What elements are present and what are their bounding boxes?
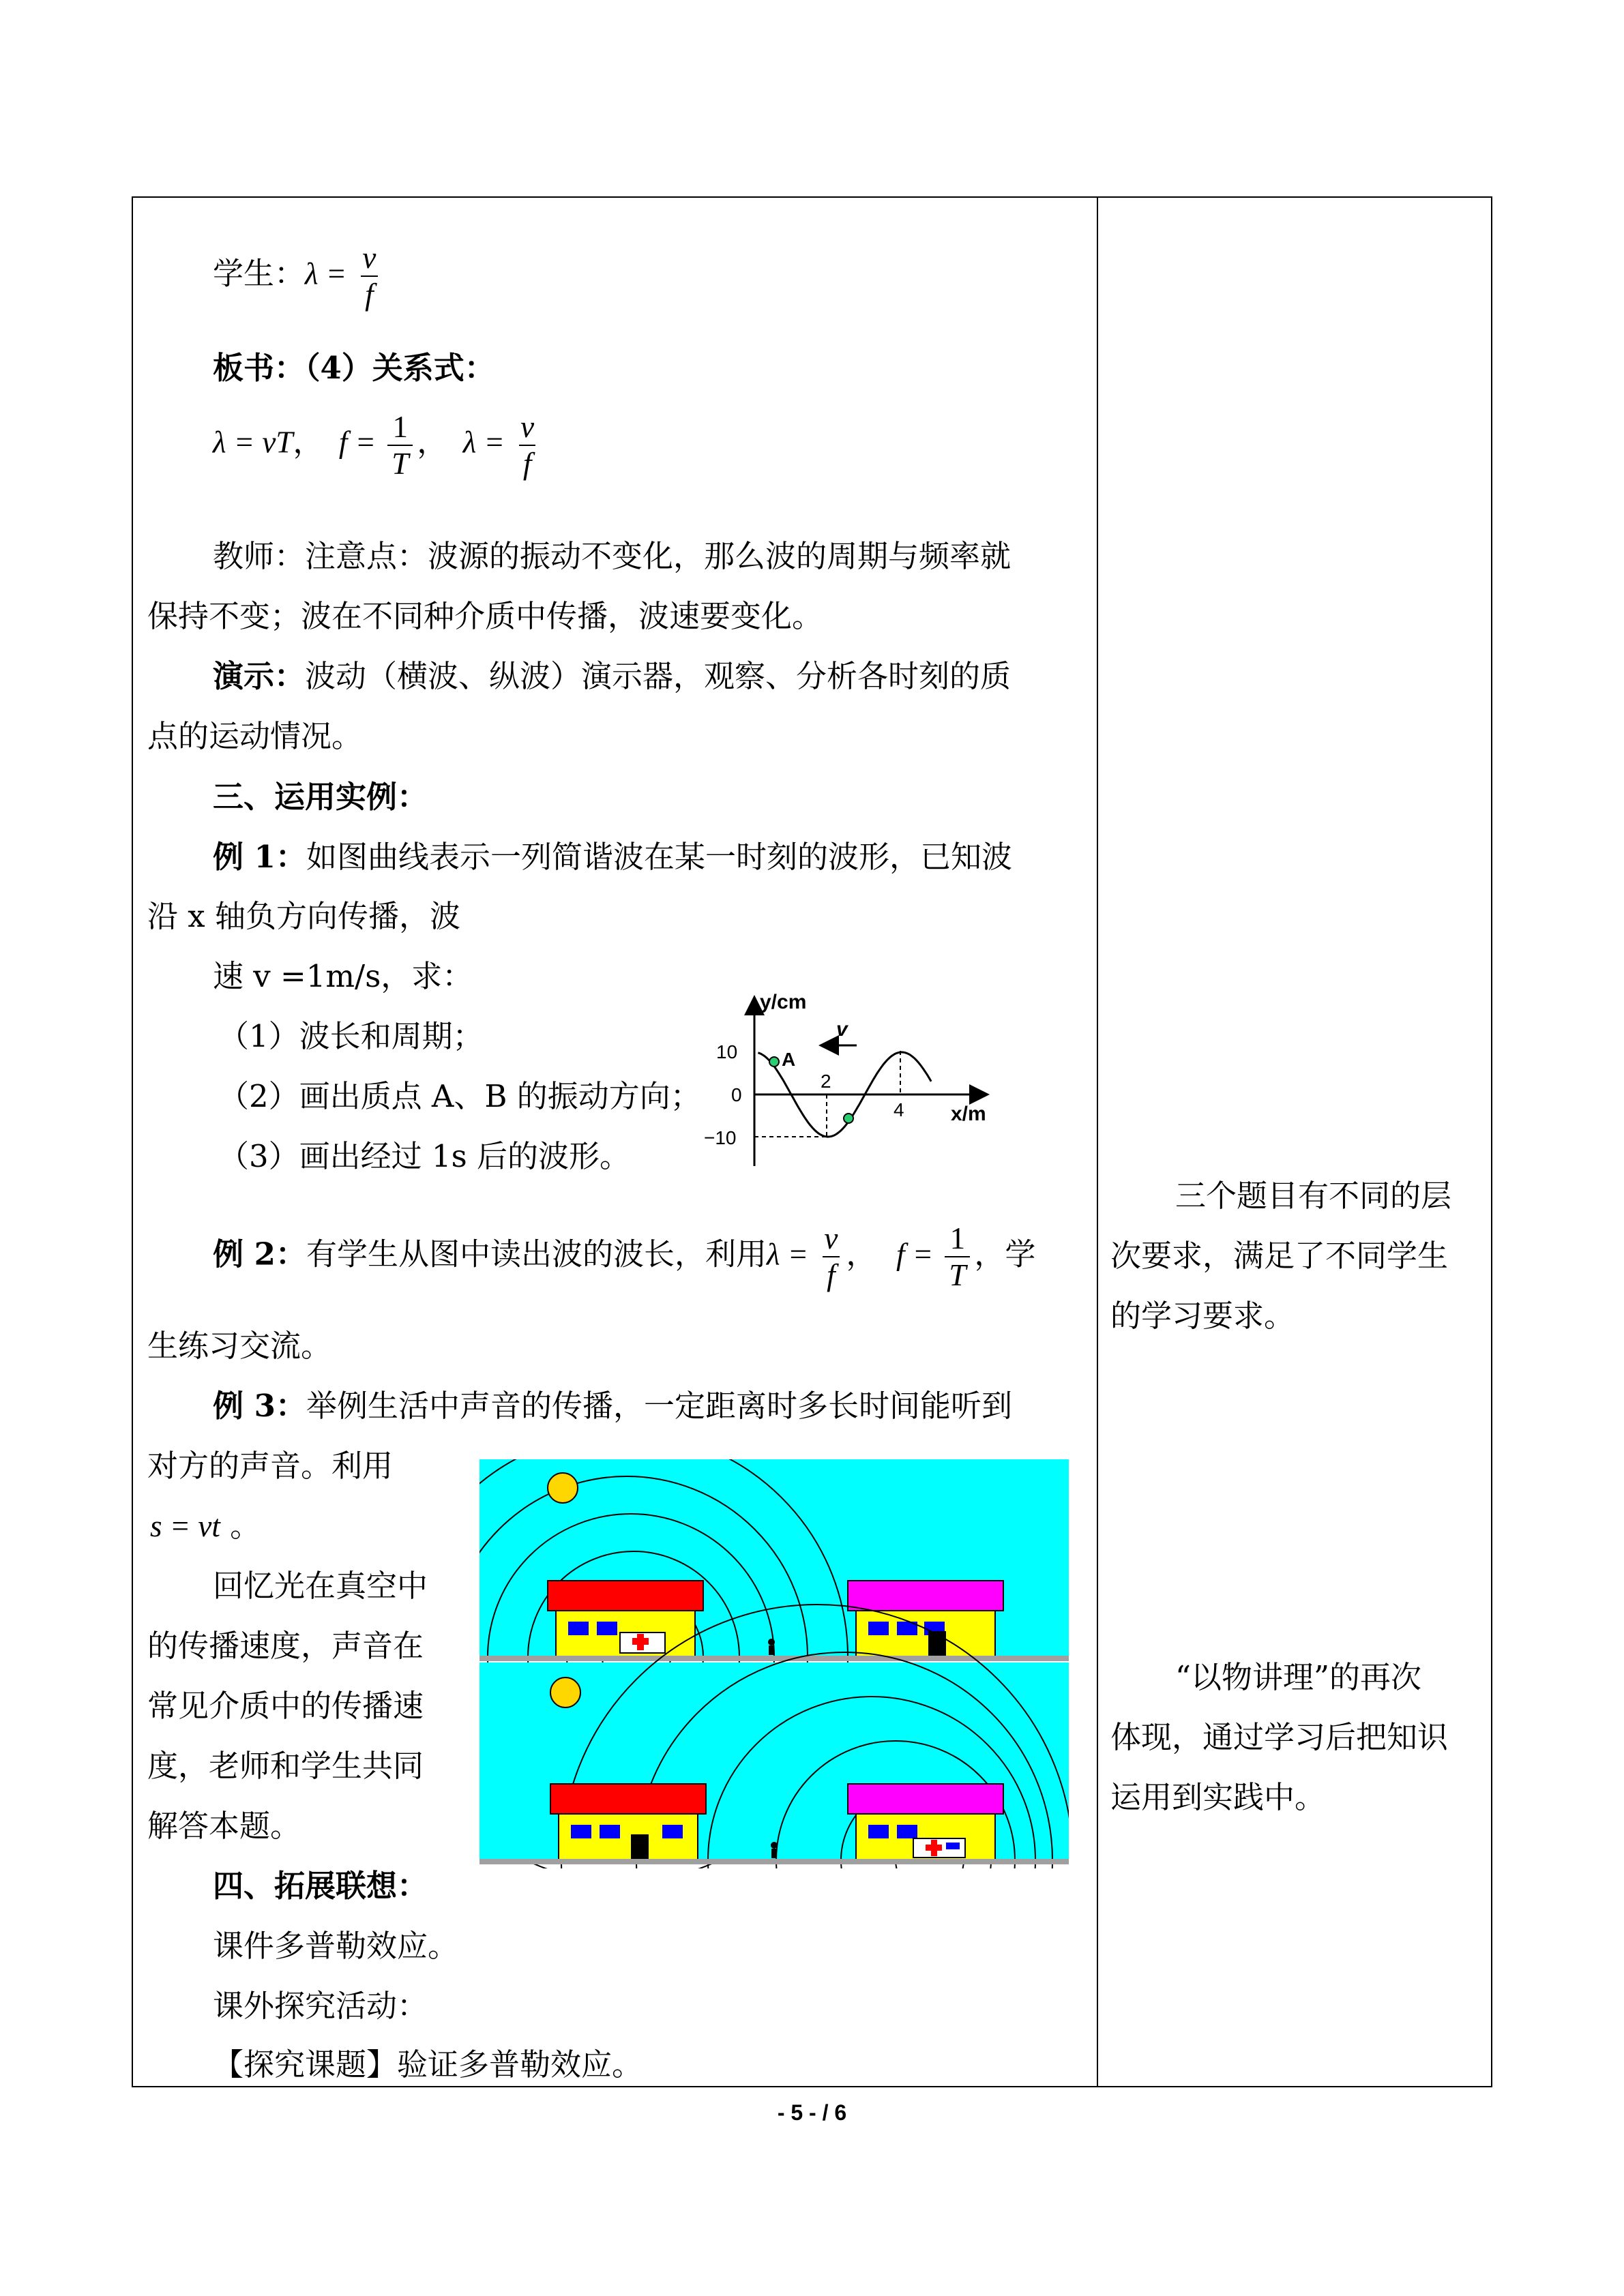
x-axis-label: x/m: [951, 1103, 986, 1125]
ex1-question-2: （2）画出质点 A、B 的振动方向；: [218, 1078, 701, 1114]
inquiry-topic: 【探究课题】验证多普勒效应。: [213, 2046, 643, 2083]
teacher-note-line2: 保持不变；波在不同种介质中传播，波速要变化。: [147, 598, 823, 634]
y-tick-0: 0: [731, 1084, 742, 1105]
point-b: [844, 1114, 853, 1123]
x-tick-4: 4: [894, 1099, 904, 1120]
recall-line-3: 常见介质中的传播速: [147, 1688, 424, 1724]
relation-formulas: λ = vT， f = $\frac{1}{T}$ ， λ = $\frac{v}{f}$: [213, 409, 542, 481]
section4-heading: 四、拓展联想：: [213, 1868, 428, 1904]
house-1-bottom: [550, 1784, 706, 1860]
wave-graph: [696, 985, 1003, 1176]
recall-line-4: 度，老师和学生共同: [147, 1748, 424, 1784]
student-formula: 学生：λ = $\frac{v}{f}$: [213, 240, 384, 312]
section3-heading: 三、运用实例：: [213, 779, 428, 815]
ex3-line1: 例 3：举例生活中声音的传播，一定距离时多长时间能听到: [213, 1388, 1012, 1424]
note2-line1: “以物讲理”的再次: [1175, 1659, 1422, 1695]
listener-bottom: [771, 1842, 778, 1858]
ambulance-bottom: [913, 1838, 965, 1858]
outside-activity: 课外探究活动：: [213, 1988, 428, 2024]
note2-line2: 体现，通过学习后把知识: [1110, 1719, 1449, 1755]
ex1-question-1: （1）波长和周期；: [218, 1018, 484, 1054]
ambulance-top: [620, 1632, 665, 1653]
sun-top: [548, 1473, 578, 1503]
point-a: [769, 1057, 779, 1067]
ground-bottom: [479, 1859, 1069, 1864]
house-2-top: [848, 1581, 1003, 1657]
y-axis-label: y/cm: [760, 991, 807, 1013]
board-title: 板书：（4）关系式：: [213, 350, 495, 386]
note2-line3: 运用到实践中。: [1110, 1779, 1326, 1815]
ex1-line2: 沿 x 轴负方向传播，波: [147, 898, 460, 934]
demo-line1: 演示：波动（横波、纵波）演示器，观察、分析各时刻的质: [213, 658, 1012, 694]
ground-top: [479, 1656, 1069, 1661]
ex1-question-3: （3）画出经过 1s 后的波形。: [218, 1138, 630, 1174]
x-tick-2: 2: [821, 1071, 831, 1092]
note1-line1: 三个题目有不同的层: [1175, 1178, 1452, 1214]
recall-line-2: 的传播速度，声音在: [147, 1628, 424, 1664]
demo-line2: 点的运动情况。: [147, 718, 363, 754]
recall-line-5: 解答本题。: [147, 1808, 301, 1844]
ex2-line2: 生练习交流。: [147, 1328, 332, 1364]
y-tick-10: 10: [716, 1041, 738, 1062]
listener-top: [768, 1639, 775, 1655]
point-a-label: A: [782, 1049, 796, 1070]
doppler-line: 课件多普勒效应。: [213, 1928, 459, 1964]
page-number: - 5 - / 6: [777, 2100, 847, 2125]
ex1-line3: 速 v =1m/s，求：: [213, 958, 473, 994]
doppler-scene: [479, 1459, 1069, 1868]
teacher-note-line1: 教师：注意点：波源的振动不变化，那么波的周期与频率就: [213, 538, 1012, 574]
ex3-formula: s = vt 。: [150, 1508, 261, 1544]
ex1-line1: 例 1：如图曲线表示一列简谐波在某一时刻的波形，已知波: [213, 839, 1012, 875]
sun-bottom: [550, 1678, 580, 1708]
velocity-label: v: [836, 1018, 848, 1041]
ex3-line2: 对方的声音。利用: [147, 1448, 394, 1484]
note1-line2: 次要求，满足了不同学生: [1110, 1238, 1449, 1274]
y-tick-neg10: −10: [704, 1127, 737, 1148]
column-divider: [1097, 198, 1098, 2086]
recall-line-1: 回忆光在真空中: [213, 1568, 428, 1604]
ex2-line1: 例 2：有学生从图中读出波的波长，利用λ = $\frac{v}{f}$ ， f = $\frac{1}{T}$ ，学: [213, 1221, 1036, 1292]
note1-line3: 的学习要求。: [1110, 1298, 1295, 1334]
